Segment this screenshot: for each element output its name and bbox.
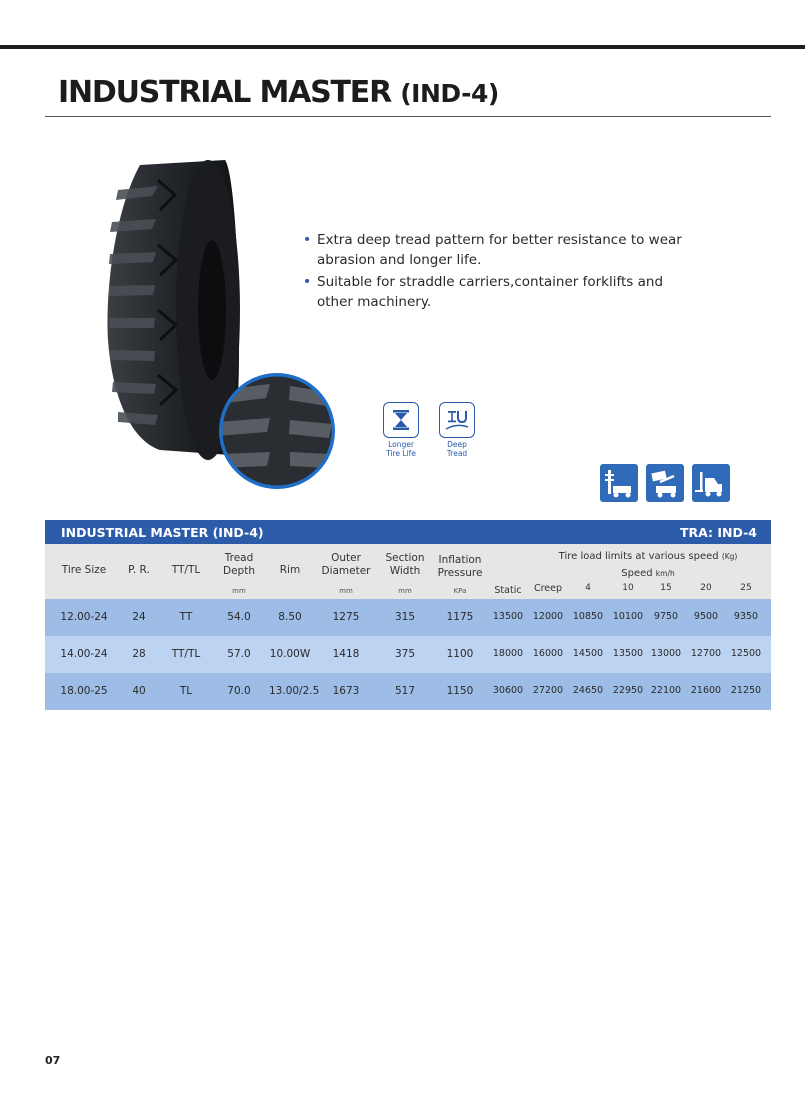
cell-inflation: 1175 (446, 611, 474, 623)
feature-text: Extra deep tread pattern for better resistance to wear abrasion and longer life. (317, 232, 682, 268)
badge-label: Deep (447, 440, 467, 449)
col-speed-15: 15 (660, 583, 672, 593)
col-rim: Rim (279, 564, 301, 576)
spec-table (45, 520, 771, 710)
col-section-line1: Section (385, 552, 425, 564)
load-unit: (Kg) (721, 552, 738, 561)
badge-label: Longer (388, 440, 414, 449)
table-row (45, 599, 771, 636)
col-pr: P. R. (128, 564, 150, 576)
col-speed-25: 25 (740, 583, 752, 593)
col-speed-10: 10 (622, 583, 634, 593)
cell-speed-20: 9500 (693, 611, 719, 622)
col-inflation-line1: Inflation (438, 554, 482, 566)
cell-tread-depth: 57.0 (227, 648, 251, 660)
cell-tt-tl: TT/TL (171, 648, 201, 660)
cell-rim: 8.50 (278, 611, 302, 623)
cell-creep: 12000 (532, 611, 564, 622)
cell-inflation: 1100 (446, 648, 474, 660)
cell-tread-depth: 54.0 (227, 611, 251, 623)
cell-outer-diameter: 1673 (332, 685, 360, 697)
cell-static: 18000 (492, 648, 524, 659)
col-creep: Creep (533, 583, 563, 594)
badge-label: Tread (446, 448, 468, 458)
cell-tread-depth: 70.0 (227, 685, 251, 697)
load-limits-text: Tire load limits at various speed (558, 551, 719, 562)
table-body (45, 599, 771, 710)
speed-unit: km/h (655, 569, 675, 578)
feature-item (303, 230, 703, 270)
title-main: INDUSTRIAL MASTER (58, 75, 391, 110)
cell-speed-15: 13000 (650, 648, 682, 659)
cell-tire-size: 18.00-25 (60, 685, 108, 697)
cell-pr: 24 (132, 611, 146, 623)
col-tread-depth (217, 552, 261, 578)
bullet-icon: • (303, 274, 312, 290)
cell-tire-size: 12.00-24 (60, 611, 108, 623)
top-rule (0, 45, 805, 49)
col-tread-line2: Depth (223, 565, 255, 577)
cell-speed-25: 12500 (730, 648, 762, 659)
forklift-icon (692, 464, 730, 502)
cell-rim: 10.00W (269, 648, 311, 660)
cell-speed-20: 12700 (690, 648, 722, 659)
feature-list (303, 230, 703, 314)
col-outer-diameter (319, 552, 373, 578)
cell-speed-10: 10100 (612, 611, 644, 622)
unit-inflation: KPa (453, 587, 467, 595)
unit-section: mm (398, 587, 412, 595)
col-tread-line1: Tread (224, 552, 254, 564)
cell-speed-4: 10850 (572, 611, 604, 622)
cell-section-width: 517 (394, 685, 416, 697)
feature-text: Suitable for straddle carriers,container forklifts and other machinery. (317, 274, 664, 310)
page-number: 07 (45, 1054, 61, 1067)
table-row (45, 673, 771, 710)
deep-tread-icon (439, 402, 475, 438)
cell-pr: 40 (132, 685, 146, 697)
cell-section-width: 375 (394, 648, 416, 660)
cell-tire-size: 14.00-24 (60, 648, 108, 660)
col-tt-tl: TT/TL (171, 564, 201, 576)
cell-outer-diameter: 1275 (332, 611, 360, 623)
cell-speed-10: 13500 (612, 648, 644, 659)
title-rule (45, 116, 771, 117)
badge-label: Tire Life (386, 448, 416, 458)
cell-tt-tl: TT (179, 611, 193, 623)
container-handler-icon (646, 464, 684, 502)
col-inflation-line2: Pressure (437, 567, 483, 579)
col-speed (525, 567, 771, 580)
feature-item (303, 272, 703, 312)
col-section-line2: Width (389, 565, 421, 577)
col-section-width (381, 552, 429, 578)
cell-creep: 27200 (532, 685, 564, 696)
title-code: (IND-4) (400, 79, 499, 108)
column-headers (45, 544, 771, 599)
bullet-icon: • (303, 232, 312, 248)
cell-tt-tl: TL (179, 685, 193, 697)
reach-stacker-icon (600, 464, 638, 502)
cell-speed-10: 22950 (612, 685, 644, 696)
table-header-bar (45, 520, 771, 544)
unit-tread: mm (232, 587, 246, 595)
badge-longer-tire-life (371, 402, 431, 458)
cell-speed-4: 24650 (572, 685, 604, 696)
col-speed-20: 20 (700, 583, 712, 593)
table-title: INDUSTRIAL MASTER (IND-4) (61, 524, 264, 540)
cell-speed-20: 21600 (690, 685, 722, 696)
cell-creep: 16000 (532, 648, 564, 659)
cell-rim: 13.00/2.5 (269, 685, 320, 697)
unit-outer: mm (339, 587, 353, 595)
col-outer-line2: Diameter (321, 565, 371, 577)
cell-outer-diameter: 1418 (332, 648, 360, 660)
badge-deep-tread (427, 402, 487, 458)
cell-static: 13500 (492, 611, 524, 622)
col-speed-4: 4 (585, 583, 591, 593)
speed-text: Speed (621, 568, 653, 579)
cell-speed-15: 9750 (653, 611, 679, 622)
cell-speed-4: 14500 (572, 648, 604, 659)
table-row (45, 636, 771, 673)
col-inflation (435, 554, 485, 580)
tra-code: TRA: IND-4 (679, 524, 757, 540)
cell-speed-15: 22100 (650, 685, 682, 696)
cell-pr: 28 (132, 648, 146, 660)
tire-image (100, 150, 350, 500)
page-title (58, 75, 499, 110)
cell-static: 30600 (492, 685, 524, 696)
col-static: Static (494, 585, 522, 596)
hourglass-icon (383, 402, 419, 438)
col-outer-line1: Outer (331, 552, 361, 564)
col-load-limits (525, 550, 771, 563)
cell-section-width: 315 (394, 611, 416, 623)
cell-inflation: 1150 (446, 685, 474, 697)
cell-speed-25: 9350 (733, 611, 759, 622)
col-tire-size: Tire Size (61, 564, 107, 576)
cell-speed-25: 21250 (730, 685, 762, 696)
